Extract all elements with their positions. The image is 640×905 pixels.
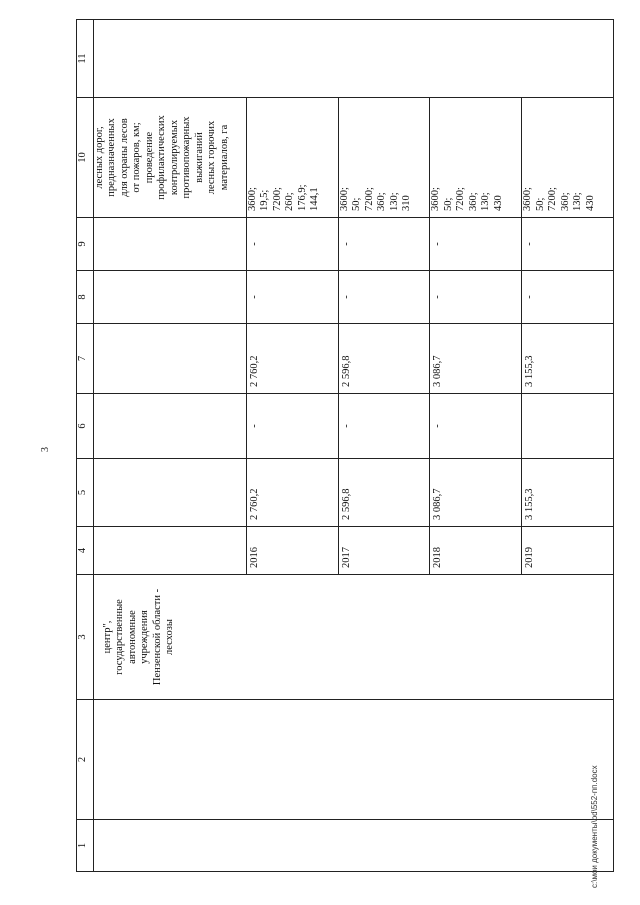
indicator-value: 430 [584,195,596,211]
executor-line: учреждения [139,610,151,664]
indicator-value: 50; [534,197,546,211]
executor-line: государственные [114,599,126,675]
cell-col1 [93,820,613,872]
indicator-value: 144,1 [309,187,321,211]
amount-cell: 2 596,8 [338,324,430,394]
indicator-value: 260; [284,192,296,211]
col-num: 4 [77,527,94,575]
amount-cell: - [522,271,614,324]
indicator-value: 430 [492,195,504,211]
amount-cell: 2 760,2 [246,324,338,394]
col-num: 3 [77,575,94,700]
amount-cell: - [522,218,614,271]
landscape-table-wrapper [76,20,614,872]
amount-cell [522,394,614,459]
indicator-value: 50; [351,197,363,211]
cell-empty [93,218,246,271]
indicator-values-cell [246,98,338,218]
cell-empty [93,271,246,324]
indicator-value: 19,5; [259,189,271,211]
indicator-line: профилактических [156,115,168,200]
indicator-value: 360; [559,192,571,211]
col-num: 8 [77,271,94,324]
amount-total-cell: 3 155,3 [522,459,614,527]
year-cell: 2018 [430,527,522,575]
indicator-value: 3600; [338,187,350,211]
indicator-line: выжиганий [193,132,205,183]
amount-cell: - [430,271,522,324]
indicator-value: 360; [376,192,388,211]
cell-empty [93,394,246,459]
indicator-cell [93,98,246,218]
year-cell: 2019 [522,527,614,575]
amount-cell: - [338,218,430,271]
indicator-value: 7200; [363,187,375,211]
indicator-value: 130; [388,192,400,211]
amount-cell: 3 086,7 [430,324,522,394]
column-number-row [77,20,94,872]
indicator-value: 310 [401,195,413,211]
indicator-values-cell [430,98,522,218]
amount-cell: - [246,394,338,459]
amount-cell: - [430,394,522,459]
file-path-footer: c:\мои документы\pd\552-пп.docx [590,765,599,888]
indicator-value: 7200; [547,187,559,211]
indicator-line: от пожаров, км; [131,122,143,193]
indicator-line: лесных дорог, [93,126,105,189]
executor-line: центр", [101,620,113,654]
year-cell: 2017 [338,527,430,575]
program-table [76,19,614,872]
col-num: 6 [77,394,94,459]
col-num: 7 [77,324,94,394]
indicator-value: 7200; [271,187,283,211]
amount-cell: - [338,271,430,324]
indicator-value: 3600; [430,187,442,211]
indicator-line: противопожарных [181,116,193,199]
amount-total-cell: 3 086,7 [430,459,522,527]
amount-total-cell: 2 596,8 [338,459,430,527]
indicator-value: 50; [442,197,454,211]
indicator-values-cell [338,98,430,218]
indicator-value: 3600; [246,187,258,211]
col-num: 9 [77,218,94,271]
cell-empty [93,459,246,527]
amount-cell: 3 155,3 [522,324,614,394]
indicator-line: лесных горючих [206,120,218,195]
indicator-line: для охраны лесов [118,118,130,197]
cell-col2 [93,700,613,820]
col-num: 5 [77,459,94,527]
year-cell: 2016 [246,527,338,575]
indicator-line: проведение [143,131,155,184]
executor-line: лесхозы [164,619,176,655]
indicator-value: 176,9; [296,184,308,211]
amount-cell: - [338,394,430,459]
col-num: 10 [77,98,94,218]
indicator-value: 360; [467,192,479,211]
amount-total-cell: 2 760,2 [246,459,338,527]
indicator-value: 7200; [455,187,467,211]
indicator-line: контролируемых [168,119,180,196]
cell-col11 [93,20,613,98]
amount-cell: - [246,271,338,324]
indicator-value: 3600; [522,187,534,211]
indicator-value: 130; [572,192,584,211]
col-num: 11 [77,20,94,98]
executor-line: Пензенской области - [151,588,163,686]
executor-line: автономные [126,610,138,664]
cell-empty [93,324,246,394]
indicator-values-cell [522,98,614,218]
page-number: 3 [40,447,51,452]
header-row [93,20,246,872]
amount-cell: - [430,218,522,271]
col-num: 1 [77,820,94,872]
col-num: 2 [77,700,94,820]
cell-empty [93,527,246,575]
indicator-line: предназначенных [106,118,118,197]
amount-cell: - [246,218,338,271]
executor-cell [93,575,613,700]
indicator-value: 130; [480,192,492,211]
indicator-line: материалов, га [218,124,230,191]
